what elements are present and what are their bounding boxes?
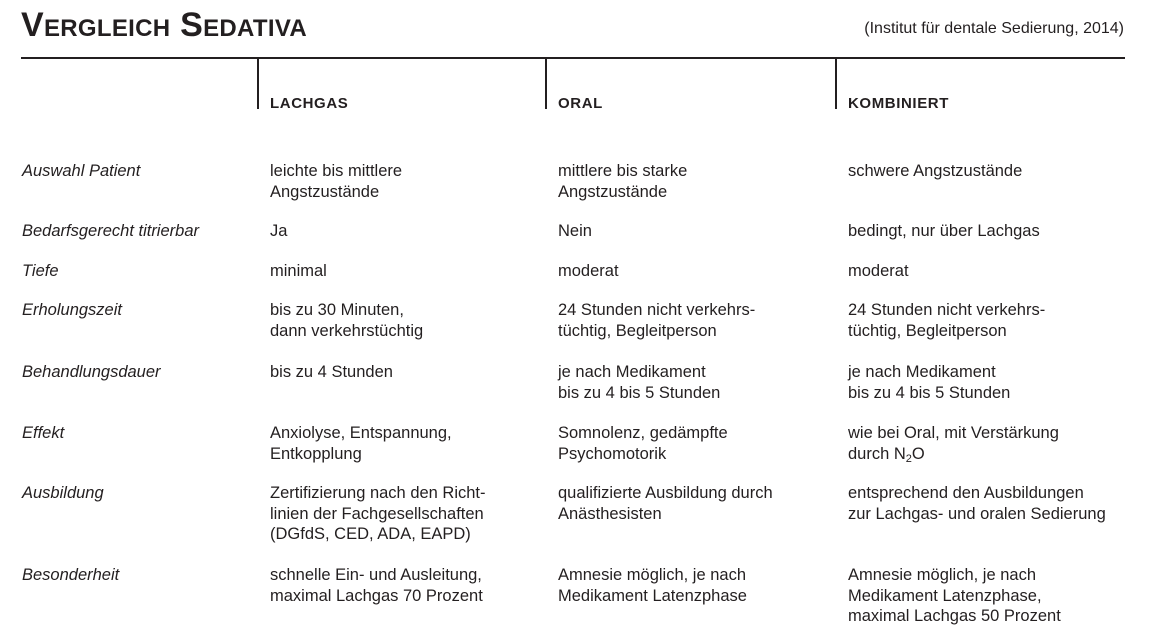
cell-kombiniert: entsprechend den Ausbildungen zur Lachgas- und oralen Sedierung <box>848 484 1106 523</box>
cell-lachgas: Anxiolyse, Entspannung, Entkopplung <box>270 424 452 463</box>
cell-kombiniert: moderat <box>848 262 909 280</box>
column-divider-lachgas <box>257 57 259 109</box>
header-rule <box>21 57 1125 59</box>
row-label: Erholungszeit <box>22 301 122 319</box>
cell-kombiniert: je nach Medikament bis zu 4 bis 5 Stunden <box>848 363 1011 402</box>
cell-oral: Nein <box>558 222 592 240</box>
cell-oral: qualifizierte Ausbildung durch Anästhesisten <box>558 484 773 523</box>
column-header-kombiniert: KOMBINIERT <box>848 95 949 112</box>
row-label: Ausbildung <box>22 484 104 502</box>
column-header-lachgas: LACHGAS <box>270 95 349 112</box>
cell-lachgas: leichte bis mittlere Angstzustände <box>270 162 403 201</box>
cell-lachgas: schnelle Ein- und Ausleitung, maximal Lachgas 70 Prozent <box>270 566 483 605</box>
row-label: Auswahl Patient <box>22 162 141 180</box>
cell-oral: moderat <box>558 262 619 280</box>
row-label: Tiefe <box>22 262 59 280</box>
cell-oral: mittlere bis starke Angstzustände <box>558 162 688 201</box>
row-label: Bedarfsgerecht titrierbar <box>22 222 199 240</box>
cell-kombiniert: schwere Angstzustände <box>848 162 1023 180</box>
formula-subscript: 2 <box>905 452 912 465</box>
column-divider-kombiniert <box>835 57 837 109</box>
cell-oral: Somnolenz, gedämpfte Psychomotorik <box>558 424 728 463</box>
cell-kombiniert: 24 Stunden nicht verkehrs- tüchtig, Begleitperson <box>848 301 1046 340</box>
cell-lachgas: Ja <box>270 222 288 240</box>
cell-kombiniert: Amnesie möglich, je nach Medikament Latenzphase, maximal Lachgas 50 Prozent <box>848 566 1061 625</box>
cell-oral: Amnesie möglich, je nach Medikament Latenzphase <box>558 566 747 605</box>
cell-oral: 24 Stunden nicht verkehrs- tüchtig, Begleitperson <box>558 301 756 340</box>
effekt-text: wie bei Oral, mit Verstärkung durch N <box>848 424 1059 463</box>
cell-lachgas: minimal <box>270 262 327 280</box>
source-citation: (Institut für dentale Sedierung, 2014) <box>864 20 1124 37</box>
row-label: Besonderheit <box>22 566 120 584</box>
cell-lachgas: bis zu 4 Stunden <box>270 363 393 381</box>
cell-lachgas: bis zu 30 Minuten, dann verkehrstüchtig <box>270 301 424 340</box>
cell-oral: je nach Medikament bis zu 4 bis 5 Stunden <box>558 363 721 402</box>
row-label: Effekt <box>22 424 65 442</box>
column-header-oral: ORAL <box>558 95 603 112</box>
row-label: Behandlungsdauer <box>22 363 161 381</box>
column-divider-oral <box>545 57 547 109</box>
cell-lachgas: Zertifizierung nach den Richt- linien der Fachgesellschaften (DGfdS, CED, ADA, EAPD) <box>270 484 486 543</box>
cell-kombiniert <box>848 423 1059 464</box>
page-title: Vergleich Sedativa <box>21 6 307 44</box>
cell-kombiniert: bedingt, nur über Lachgas <box>848 222 1040 240</box>
formula-suffix: O <box>911 444 925 463</box>
